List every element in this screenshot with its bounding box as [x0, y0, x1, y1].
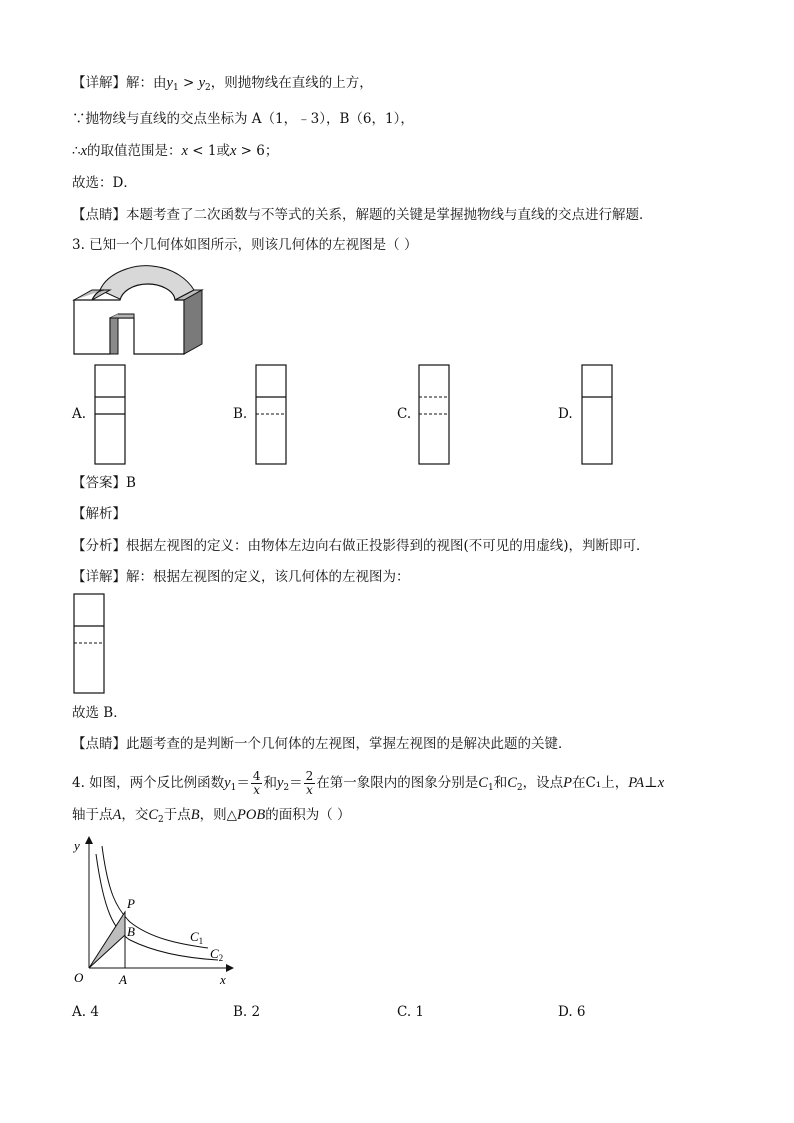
q3-analyze-line: 【分析】根据左视图的定义：由物体左边向右做正投影得到的视图(不可见的用虚线)，判断即可． — [72, 538, 650, 554]
q4-stem-line2: 轴于点A，交$C_2$于点B，则△POB的面积为（ ） — [72, 807, 351, 825]
q4-choice-d: D. 6 — [558, 1004, 586, 1020]
label-y: y — [74, 838, 80, 853]
q3-stem: 3. 已知一个几何体如图所示，则该几何体的左视图是（ ） — [72, 237, 418, 253]
q4-choice-c: C. 1 — [397, 1004, 425, 1020]
q4-stem-line1: 4. 如图，两个反比例函数$y_1=$ $\frac{4}{x}$ 和$y_2=$ $\frac{2}{x}$ 在第一象限内的图象分别是$C_1$和$C_2$，设点P在C₁上，PA⊥x — [72, 769, 665, 797]
label-c2: $C_2$ — [210, 946, 224, 963]
label-o: O — [74, 970, 84, 985]
answer-tag: 【答案】 — [72, 475, 126, 491]
q3-analysis-tag: 【解析】 — [72, 506, 126, 522]
label-c1: $C_1$ — [190, 929, 204, 946]
q3-option-b-figure — [255, 364, 287, 466]
q3-detail-line: 【详解】解：根据左视图的定义，该几何体的左视图为： — [72, 569, 410, 585]
fraction-2-over-x: $\frac{2}{x}$ — [305, 769, 314, 797]
q3-option-d-label: D. — [558, 406, 573, 422]
q3-option-b-label: B. — [233, 406, 248, 422]
label-p: P — [127, 896, 135, 911]
review-tag: 【点睛】 — [72, 736, 126, 752]
q2-choose-line: 故选：D． — [72, 175, 137, 191]
detail-tag: 【详解】 — [72, 569, 126, 585]
detail-tag: 【详解】 — [72, 75, 126, 91]
q3-review-line: 【点睛】此题考查的是判断一个几何体的左视图，掌握左视图的是解决此题的关键． — [72, 736, 572, 752]
triangle-pob — [89, 912, 125, 968]
q3-option-a-label: A. — [72, 406, 87, 422]
q3-solid-figure — [70, 262, 210, 358]
q2-detail-line: 【详解】解：由$y_1 > y_2$，则抛物线在直线的上方， — [72, 75, 373, 93]
q3-option-c-figure — [418, 364, 450, 466]
label-a: A — [119, 972, 127, 987]
fraction-4-over-x: $\frac{4}{x}$ — [252, 769, 261, 797]
q3-option-d-figure — [581, 364, 613, 466]
answer-value: B — [126, 475, 136, 491]
label-x: x — [220, 972, 226, 987]
q3-option-c-label: C. — [397, 406, 412, 422]
q3-option-a-figure — [94, 364, 126, 466]
q2-review-line: 【点睛】本题考查了二次函数与不等式的关系，解题的关键是掌握抛物线与直线的交点进行解题． — [72, 207, 653, 223]
q4-graph — [68, 832, 238, 988]
label-b: B — [127, 924, 135, 939]
q3-answer-line — [72, 474, 136, 492]
q4-choice-b: B. 2 — [233, 1004, 261, 1020]
q3-choose-line: 故选 B． — [72, 705, 127, 721]
q2-range-line: ∴x的取值范围是：x < 1或x > 6； — [72, 143, 279, 159]
q2-intersect-line: ∵抛物线与直线的交点坐标为 A（1，﹣3），B（6，1）， — [72, 111, 414, 127]
review-tag: 【点睛】 — [72, 207, 126, 223]
q3-solution-figure — [73, 593, 105, 695]
q4-choice-a: A. 4 — [72, 1004, 99, 1020]
analyze-tag: 【分析】 — [72, 538, 126, 554]
